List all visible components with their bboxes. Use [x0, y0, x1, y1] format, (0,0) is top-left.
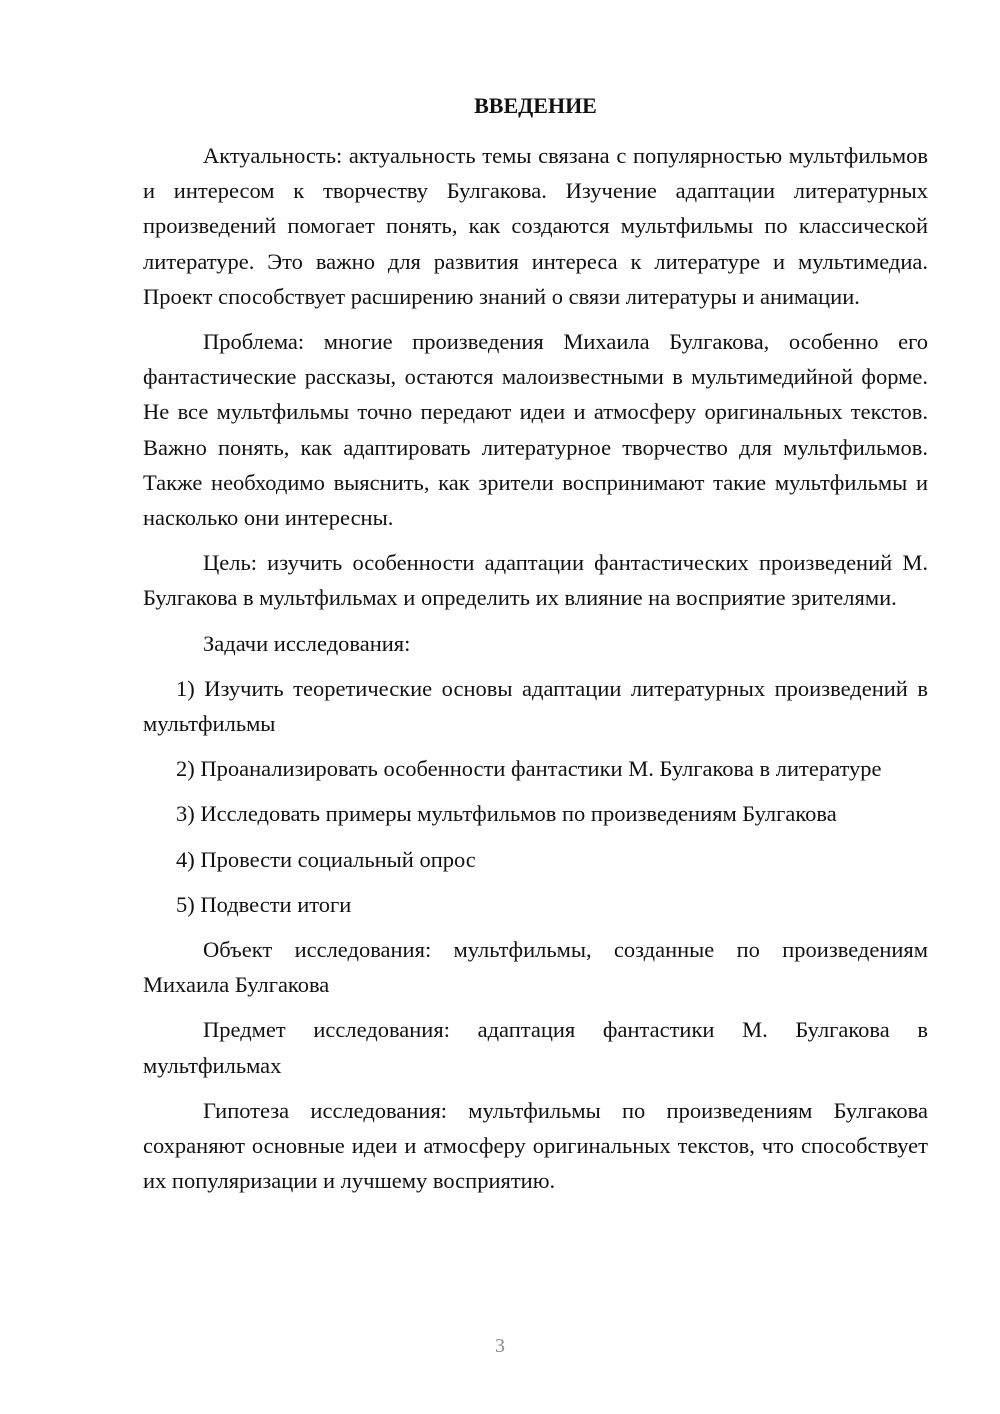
hypothesis-paragraph: Гипотеза исследования: мультфильмы по произведениям Булгакова сохраняют основные идеи и атмосферу оригинальных текстов, что способствует их популяризации и лучшему восприятию. [143, 1097, 928, 1194]
task-item-5: 5) Подвести итоги [176, 891, 352, 917]
task-item-4: 4) Провести социальный опрос [176, 846, 476, 872]
tasks-heading: Задачи исследования: [203, 630, 411, 656]
relevance-paragraph: Актуальность: актуальность темы связана с популярностью мультфильмов и интересом к творчеству Булгакова. Изучение адаптации литературных произведений помогает понять, как создаются мультфильмы по классической литературе. Это важно для развития интереса к литературе и мультимедиа. Проект способствует расширению знаний о связи литературы и анимации. [143, 143, 928, 309]
task-item-1: 1) Изучить теоретические основы адаптации литературных произведений в мультфильмы [143, 675, 928, 737]
page-number: 3 [495, 1335, 505, 1357]
task-item-3: 3) Исследовать примеры мультфильмов по произведениям Булгакова [176, 801, 837, 827]
object-paragraph: Объект исследования: мультфильмы, созданные по произведениям Михаила Булгакова [143, 937, 928, 998]
goal-paragraph: Цель: изучить особенности адаптации фантастических произведений М. Булгакова в мультфильмах и определить их влияние на восприятие зрителями. [143, 550, 928, 611]
problem-paragraph: Проблема: многие произведения Михаила Булгакова, особенно его фантастические рассказы, остаются малоизвестными в мультимедийной форме. Не все мультфильмы точно передают идеи и атмосферу оригинальных текстов. Важно понять, как адаптировать литературное творчество для мультфильмов. Также необходимо выяснить, как зрители воспринимают такие мультфильмы и насколько они интересны. [143, 329, 928, 531]
subject-paragraph: Предмет исследования: адаптация фантастики М. Булгакова в мультфильмах [143, 1017, 928, 1078]
page-content [143, 92, 928, 1198]
section-title: ВВЕДЕНИЕ [474, 93, 597, 118]
task-item-2: 2) Проанализировать особенности фантастики М. Булгакова в литературе [176, 756, 882, 782]
tasks-list [143, 671, 928, 922]
